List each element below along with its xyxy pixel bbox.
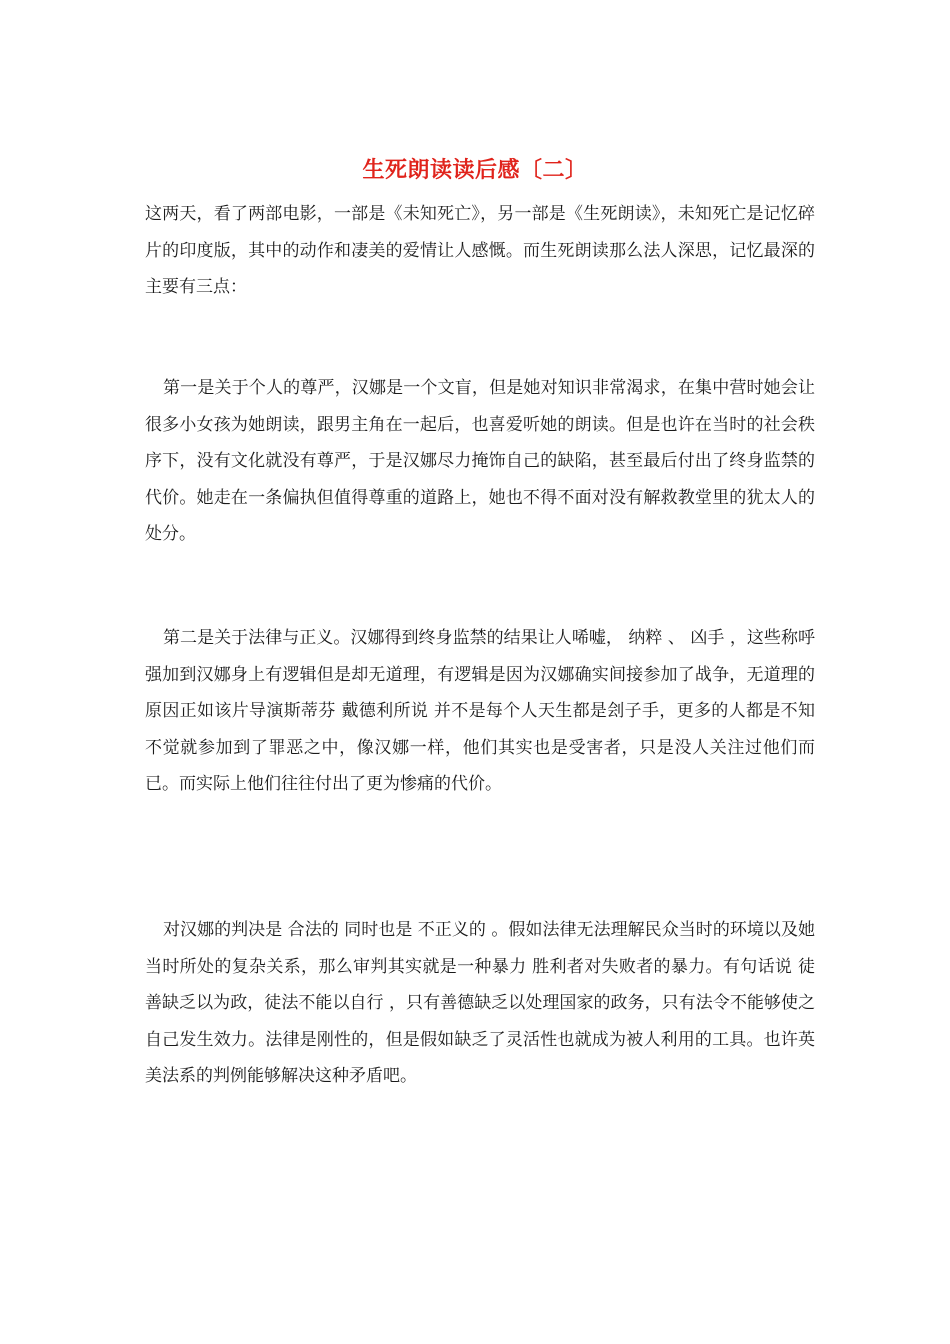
paragraph-law-justice: 第二是关于法律与正义。汉娜得到终身监禁的结果让人唏嘘， 纳粹 、 凶手 ，这些称呼强加到汉娜身上有逻辑但是却无道理，有逻辑是因为汉娜确实间接参加了战争，无道理的原因正如该片导演斯蒂芬 戴德利所说 并不是每个人天生都是刽子手，更多的人都是不知不觉就参加到了罪恶之中，像汉娜一样，他们其实也是受害者，只是没人关注过他们而已。而实际上他们往往付出了更为惨痛的代价。 xyxy=(145,628,815,794)
paragraph-dignity: 第一是关于个人的尊严，汉娜是一个文盲，但是她对知识非常渴求，在集中营时她会让很多小女孩为她朗读，跟男主角在一起后，也喜爱听她的朗读。但是也许在当时的社会秩序下，没有文化就没有尊严，于是汉娜尽力掩饰自己的缺陷，甚至最后付出了终身监禁的代价。她走在一条偏执但值得尊重的道路上，她也不得不面对没有解救教堂里的犹太人的处分。 xyxy=(145,378,815,544)
paragraph-intro: 这两天，看了两部电影，一部是《未知死亡》，另一部是《生死朗读》，未知死亡是记忆碎片的印度版，其中的动作和凄美的爱情让人感慨。而生死朗读那么法人深思，记忆最深的主要有三点： xyxy=(145,204,815,297)
page-title: 生死朗读读后感〔二〕 xyxy=(362,158,588,183)
paragraph-verdict: 对汉娜的判决是 合法的 同时也是 不正义的 。假如法律无法理解民众当时的环境以及她当时所处的复杂关系，那么审判其实就是一种暴力 胜利者对失败者的暴力。有句话说 徒善缺乏以为政，徒法不能以自行 ，只有善德缺乏以处理国家的政务，只有法令不能够使之自己发生效力。法律是刚性的，但是假如缺乏了灵活性也就成为被人利用的工具。也许英美法系的判例能够解决这种矛盾吧。 xyxy=(145,920,815,1086)
